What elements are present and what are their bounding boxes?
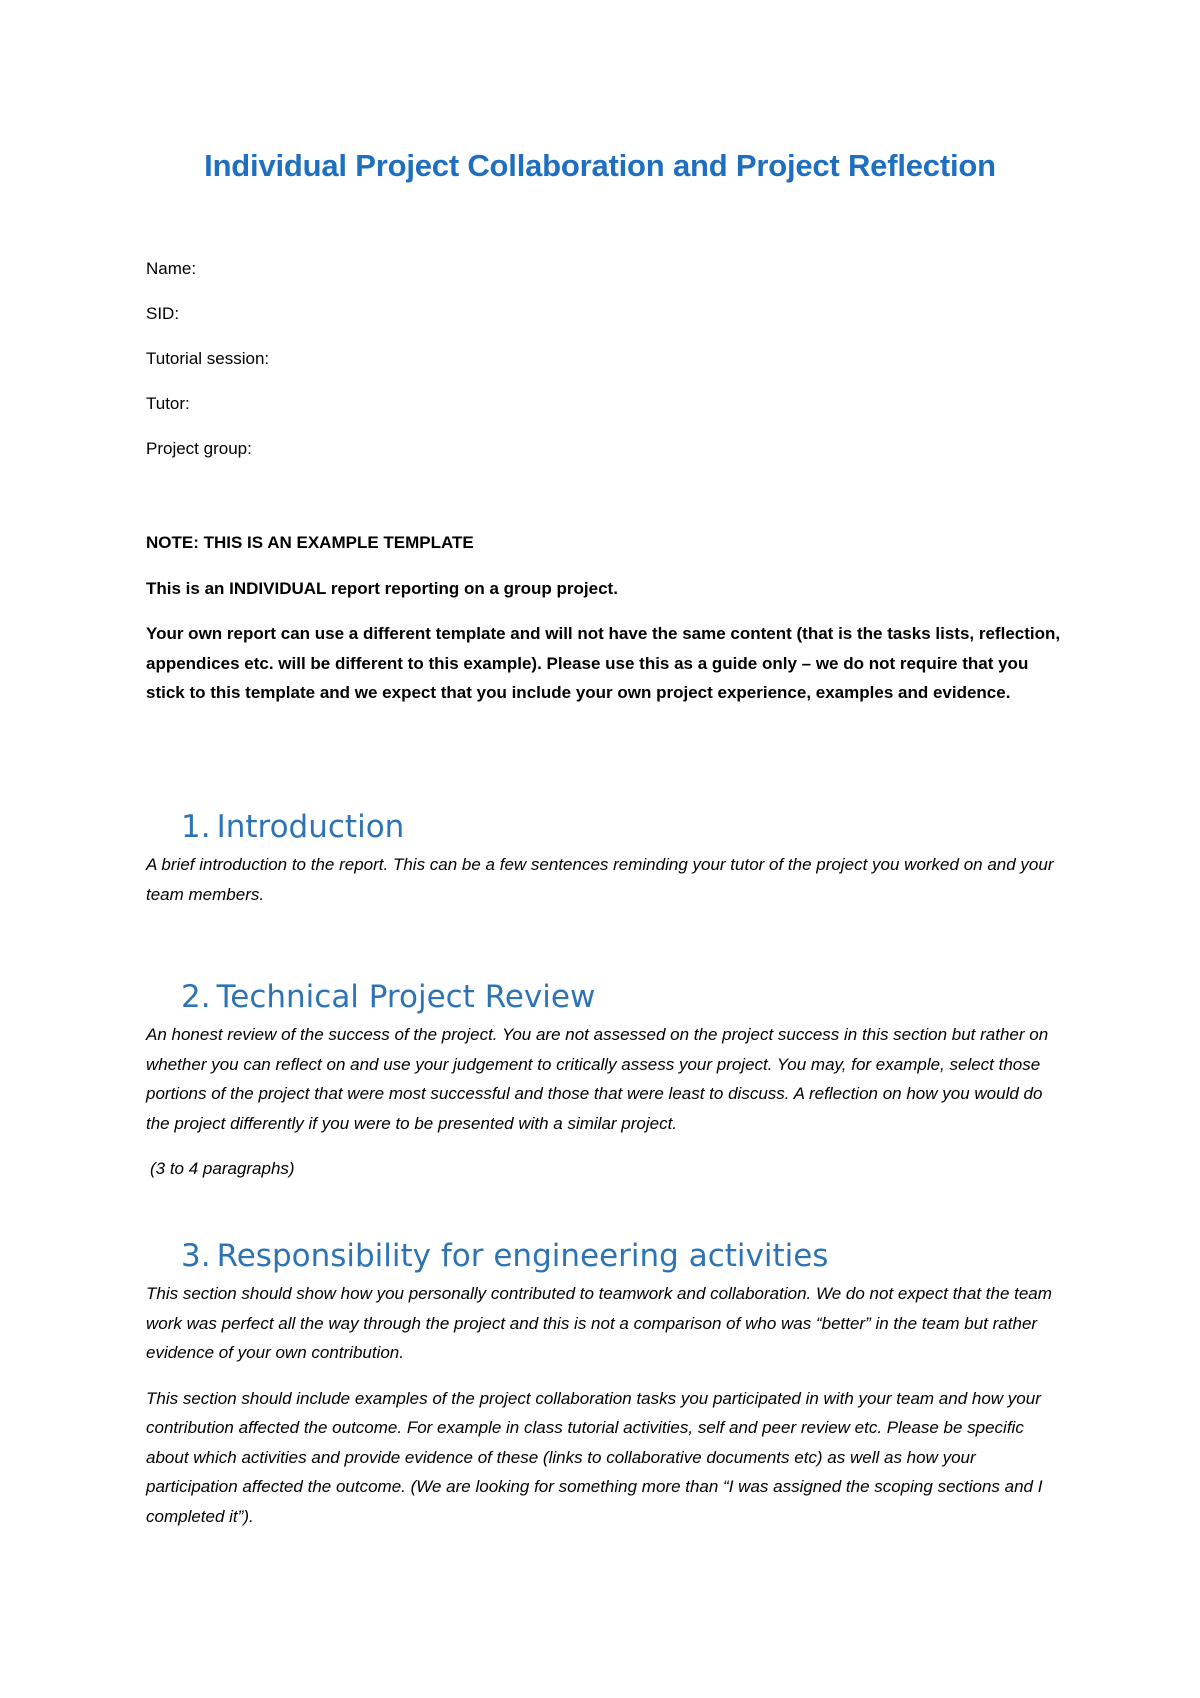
section-title: Technical Project Review — [216, 979, 596, 1015]
section-title: Responsibility for engineering activities — [216, 1238, 829, 1274]
template-notes — [146, 528, 1066, 724]
section-title: Introduction — [216, 809, 405, 845]
field-sid-label: SID: — [146, 304, 180, 323]
student-details — [146, 258, 1066, 483]
section-number: 2. — [181, 979, 211, 1015]
section-paragraph: This section should include examples of the project collaboration tasks you participated in with your team and how your contribution affected the outcome. For example in class tutorial activities, self and peer review etc. Please be specific about which activities and provide evidence of these (links to collaborative documents etc) as well as how your participation affected the outcome. (We are looking for something more than “I was assigned the scoping sections and I completed it”). — [146, 1388, 1043, 1526]
section-introduction — [146, 808, 1066, 925]
note-individual-report: This is an INDIVIDUAL report reporting on a group project. — [146, 578, 618, 598]
section-number: 1. — [181, 809, 211, 845]
document-title: Individual Project Collaboration and Project Reflection — [204, 148, 996, 183]
section-responsibility — [146, 1237, 1066, 1547]
field-name-label: Name: — [146, 259, 197, 278]
section-length-note: (3 to 4 paragraphs) — [150, 1159, 295, 1178]
section-heading — [181, 978, 1066, 1016]
field-project-group-label: Project group: — [146, 439, 252, 458]
section-paragraph: A brief introduction to the report. This can be a few sentences reminding your tutor of the project you worked on and your team members. — [146, 855, 1054, 904]
field-tutor-label: Tutor: — [146, 394, 190, 413]
section-paragraph: This section should show how you personally contributed to teamwork and collaboration. We do not expect that the team work was perfect all the way through the project and this is not a comparison of who was “better” in the team but rather evidence of your own contribution. — [146, 1284, 1052, 1362]
note-guidance: Your own report can use a different template and will not have the same content (that is the tasks lists, reflection, appendices etc. will be different to this example). Please use this as a guide only – we do not require that you stick to this template and we expect that you include your own project experience, examples and evidence. — [146, 624, 1061, 702]
field-tutorial-session-label: Tutorial session: — [146, 349, 270, 368]
section-technical-project-review — [146, 978, 1066, 1184]
section-heading — [181, 1237, 1066, 1275]
section-number: 3. — [181, 1238, 211, 1274]
note-example-template: NOTE: THIS IS AN EXAMPLE TEMPLATE — [146, 533, 474, 552]
section-heading — [181, 808, 1066, 846]
section-paragraph: An honest review of the success of the project. You are not assessed on the project success in this section but rather on whether you can reflect on and use your judgement to critically assess your project. You may, for example, select those portions of the project that were most successful and those that were least to discuss. A reflection on how you would do the project differently if you were to be presented with a similar project. — [146, 1025, 1049, 1133]
